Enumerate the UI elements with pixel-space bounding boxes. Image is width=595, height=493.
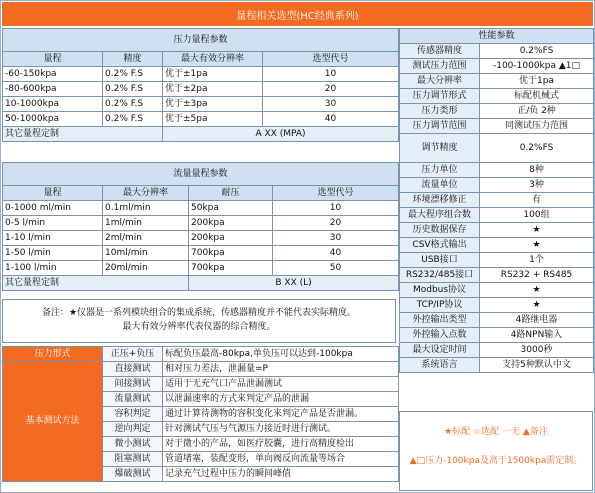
performance-table: [399, 28, 594, 373]
table-row: [400, 343, 594, 358]
param-name: 外控输入点数: [400, 328, 480, 343]
param-name: 最大分辨率: [400, 74, 480, 89]
param-value: -100-1000kpa ▲1□: [480, 59, 594, 74]
resolution-cell: 2ml/min: [103, 231, 189, 246]
col-header: 耐压: [189, 186, 273, 201]
table-row: [400, 44, 594, 59]
legend-remark: ▲□压力-100kpa及高于1500kpa需定制。: [409, 456, 583, 466]
param-value: 正/负 2种: [480, 104, 594, 119]
test-method-name: 直接测试: [103, 362, 163, 377]
range-cell: -60-150kpa: [3, 67, 103, 82]
table-row: [400, 328, 594, 343]
table-row: [400, 313, 594, 328]
table-row: [3, 231, 399, 246]
code-cell: 10: [263, 67, 399, 82]
resolution-cell: 优于±2pa: [163, 82, 263, 97]
col-header: 最大有效分辨率: [163, 52, 263, 67]
param-name: 系统语言: [400, 358, 480, 373]
param-value: 3000秒: [480, 343, 594, 358]
resolution-cell: 1ml/min: [103, 216, 189, 231]
table-row: [400, 193, 594, 208]
param-name: 压力类形: [400, 104, 480, 119]
note-box: [2, 299, 396, 343]
range-cell: 50-1000kpa: [3, 112, 103, 127]
param-value: 0.2%FS: [480, 44, 594, 59]
custom-range-code: B XX (L): [189, 276, 399, 291]
pressure-range-table: [2, 28, 399, 142]
range-cell: 0-1000 ml/min: [3, 201, 103, 216]
pressure-rating-cell: 200kpa: [189, 231, 273, 246]
table-row: [3, 362, 399, 377]
table-row: [400, 238, 594, 253]
range-cell: 1-10 l/min: [3, 231, 103, 246]
test-methods-table: [2, 346, 399, 482]
table-row: [400, 358, 594, 373]
col-header: 最大分辨率: [103, 186, 189, 201]
table-row: [400, 298, 594, 313]
pressure-form-type: 正压+负压: [103, 347, 163, 362]
accuracy-cell: 0.2% F.S: [103, 112, 163, 127]
table-row: [400, 178, 594, 193]
param-name: 最大设定时间: [400, 343, 480, 358]
param-name: 测试压力范围: [400, 59, 480, 74]
table-row: [3, 347, 399, 362]
col-header: 精度: [103, 52, 163, 67]
test-method-desc: 相对压力差法，泄漏量=P: [163, 362, 399, 377]
table-row: [3, 67, 399, 82]
table-row: [400, 208, 594, 223]
table-row: [400, 268, 594, 283]
pressure-section-title: 压力量程参数: [3, 29, 399, 52]
param-name: 调节精度: [400, 134, 480, 163]
accuracy-cell: 0.2% F.S: [103, 82, 163, 97]
param-name: 压力单位: [400, 163, 480, 178]
table-row: [400, 253, 594, 268]
param-value: 1个: [480, 253, 594, 268]
table-row: [3, 112, 399, 127]
table-row: [400, 283, 594, 298]
param-value: 同测试压力范围: [480, 119, 594, 134]
accuracy-cell: 0.2% F.S: [103, 97, 163, 112]
custom-range-label: 其它量程定制: [3, 127, 163, 142]
param-name: 外控输出类型: [400, 313, 480, 328]
page-title-banner: 量程相关选型(HC经典系列): [2, 2, 593, 26]
col-header: 选型代号: [273, 186, 399, 201]
param-name: 环境漂移修正: [400, 193, 480, 208]
param-value: 支持5种默认中文: [480, 358, 594, 373]
code-cell: 20: [263, 82, 399, 97]
range-cell: 1-50 l/min: [3, 246, 103, 261]
table-row: [3, 82, 399, 97]
pressure-form-label: 压力形式: [3, 347, 103, 362]
table-row: [400, 134, 594, 163]
code-cell: 50: [273, 261, 399, 276]
resolution-cell: 优于±1pa: [163, 67, 263, 82]
param-value: 有: [480, 193, 594, 208]
param-value: ★: [480, 298, 594, 313]
resolution-cell: 20ml/min: [103, 261, 189, 276]
table-row: [400, 223, 594, 238]
pressure-rating-cell: 50kpa: [189, 201, 273, 216]
param-name: 压力调节范围: [400, 119, 480, 134]
param-value: ★: [480, 223, 594, 238]
col-header: 选型代号: [263, 52, 399, 67]
table-row: [400, 163, 594, 178]
test-method-name: 间接测试: [103, 377, 163, 392]
note-line: 最大有效分辨率代表仪器的综合精度。: [122, 322, 276, 332]
param-name: 压力调节形式: [400, 89, 480, 104]
param-name: Modbus协议: [400, 283, 480, 298]
code-cell: 10: [273, 201, 399, 216]
range-cell: -80-600kpa: [3, 82, 103, 97]
legend-symbols: ★标配 ☆选配 一无 ▲备注: [444, 427, 548, 437]
code-cell: 30: [263, 97, 399, 112]
param-value: RS232 + RS485: [480, 268, 594, 283]
table-row: [3, 246, 399, 261]
param-value: 3种: [480, 178, 594, 193]
param-name: RS232/485接口: [400, 268, 480, 283]
resolution-cell: 10ml/min: [103, 246, 189, 261]
param-value: 100组: [480, 208, 594, 223]
col-header: 量程: [3, 186, 103, 201]
table-row: [400, 89, 594, 104]
table-row: [3, 276, 399, 291]
param-name: TCP/IP协议: [400, 298, 480, 313]
param-value: ★: [480, 238, 594, 253]
test-method-desc: 管道堵塞，装配变形，单向阀反向流量等场合: [163, 452, 399, 467]
code-cell: 30: [273, 231, 399, 246]
param-name: 历史数据保存: [400, 223, 480, 238]
test-method-desc: 适用于无充气口产品泄漏测试: [163, 377, 399, 392]
test-method-name: 爆破测试: [103, 467, 163, 482]
test-method-name: 阻塞测试: [103, 452, 163, 467]
accuracy-cell: 0.2% F.S: [103, 67, 163, 82]
custom-range-label: 其它量程定制: [3, 276, 189, 291]
resolution-cell: 优于±5pa: [163, 112, 263, 127]
test-method-name: 微小测试: [103, 437, 163, 452]
resolution-cell: 0.1ml/min: [103, 201, 189, 216]
code-cell: 40: [263, 112, 399, 127]
param-value: 4路继电器: [480, 313, 594, 328]
code-cell: 40: [273, 246, 399, 261]
table-row: [400, 119, 594, 134]
range-cell: 0-5 l/min: [3, 216, 103, 231]
performance-section-title: 性能参数: [400, 29, 594, 44]
test-method-name: 逆向判定: [103, 422, 163, 437]
pressure-rating-cell: 700kpa: [189, 246, 273, 261]
note-line: 备注：★仪器是一系列模块组合的集成系统，传感器精度并不能代表实际精度。: [41, 308, 357, 318]
table-row: [3, 261, 399, 276]
test-group-label: 基本测试方法: [3, 362, 103, 482]
pressure-rating-cell: 200kpa: [189, 216, 273, 231]
test-method-desc: 针对测试气压与气源压力接近时进行测试。: [163, 422, 399, 437]
param-name: 传感器精度: [400, 44, 480, 59]
param-name: 最大程序组合数: [400, 208, 480, 223]
flow-section-title: 流量量程参数: [3, 163, 399, 186]
custom-range-code: A XX (MPA): [163, 127, 399, 142]
param-name: 流量单位: [400, 178, 480, 193]
table-row: [3, 97, 399, 112]
param-value: 0.2%FS: [480, 134, 594, 163]
legend-box: [399, 411, 593, 491]
test-method-desc: 以泄漏速率的方式来判定产品的泄漏: [163, 392, 399, 407]
range-cell: 1-100 l/min: [3, 261, 103, 276]
pressure-form-desc: 标配负压最高-80kpa,单负压可以达到-100kpa: [163, 347, 399, 362]
test-method-desc: 通过计算待测物的容积变化来判定产品是否泄漏。: [163, 407, 399, 422]
param-value: 8种: [480, 163, 594, 178]
test-method-name: 流量测试: [103, 392, 163, 407]
param-value: 标配机械式: [480, 89, 594, 104]
table-row: [400, 74, 594, 89]
param-name: CSV格式输出: [400, 238, 480, 253]
range-cell: 10-1000kpa: [3, 97, 103, 112]
code-cell: 20: [273, 216, 399, 231]
col-header: 量程: [3, 52, 103, 67]
table-row: [400, 104, 594, 119]
resolution-cell: 优于±3pa: [163, 97, 263, 112]
test-method-desc: 记录充气过程中压力的瞬间峰值: [163, 467, 399, 482]
param-value: 优于1pa: [480, 74, 594, 89]
param-name: USB接口: [400, 253, 480, 268]
table-row: [3, 127, 399, 142]
test-method-desc: 对于微小的产品，如医疗胶囊，进行高精度检出: [163, 437, 399, 452]
param-value: 4路NPN输入: [480, 328, 594, 343]
table-row: [3, 216, 399, 231]
table-row: [3, 201, 399, 216]
flow-range-table: [2, 162, 399, 291]
pressure-rating-cell: 700kpa: [189, 261, 273, 276]
test-method-name: 容积判定: [103, 407, 163, 422]
table-row: [400, 59, 594, 74]
param-value: ★: [480, 283, 594, 298]
